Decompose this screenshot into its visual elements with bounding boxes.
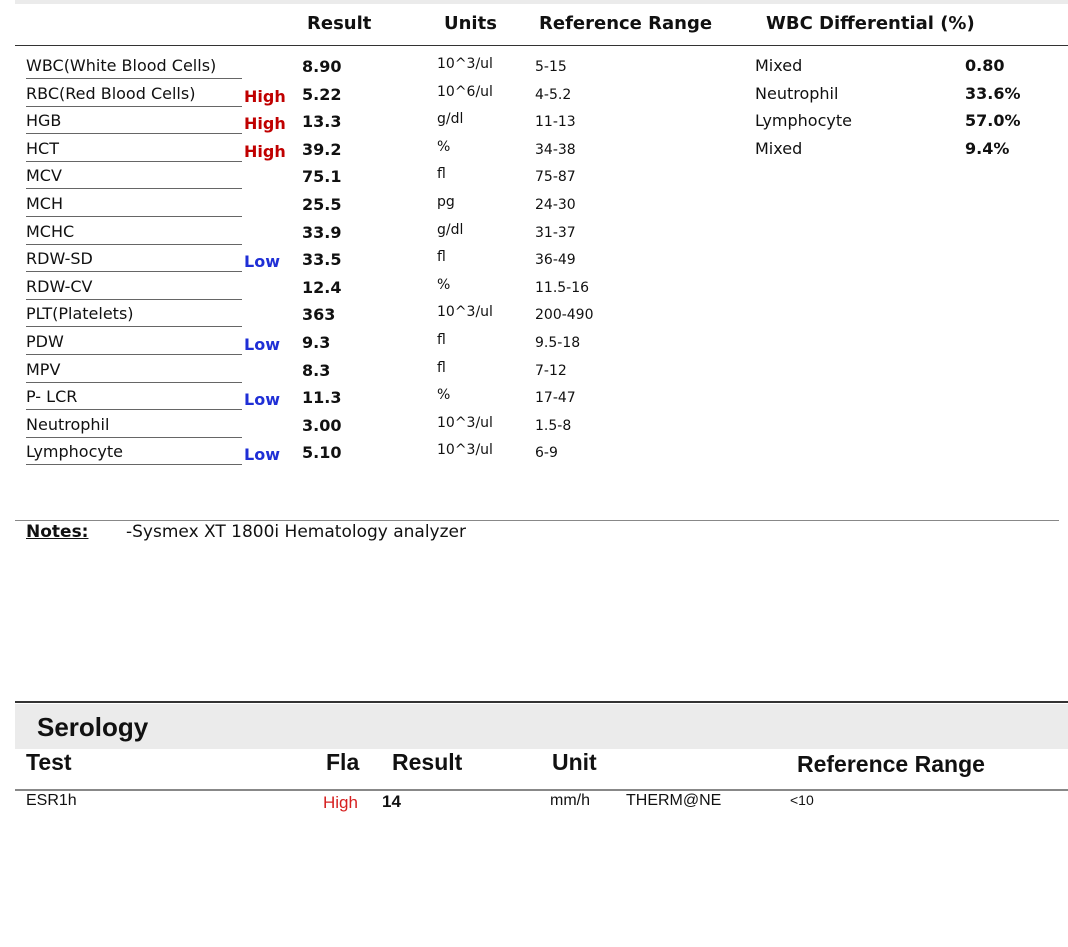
flag-label: Low (244, 390, 280, 410)
flag-label: High (244, 114, 286, 134)
flag-label: High (244, 141, 286, 161)
differential-value: 9.4% (965, 138, 1010, 158)
flag-label: Low (244, 252, 280, 272)
list-item (0, 81, 1068, 109)
serology-reference: <10 (790, 792, 814, 808)
result-value: 25.5 (302, 195, 342, 214)
result-value: 33.9 (302, 222, 342, 242)
test-name: HCT (26, 139, 242, 162)
result-header: Result (307, 13, 372, 34)
result-value: 363 (302, 305, 336, 325)
serology-header-rule (15, 789, 1068, 791)
test-name: RDW-CV (26, 277, 242, 300)
reference-range-value: 17-47 (535, 390, 576, 407)
reference-range-value: 4-5.2 (535, 86, 572, 103)
notes-divider (15, 520, 1059, 521)
unit-value: % (437, 276, 451, 293)
result-value: 75.1 (302, 167, 342, 187)
serology-reference-header: Reference Range (797, 751, 985, 777)
test-name: MPV (26, 360, 242, 383)
reference-range-header: Reference Range (539, 13, 713, 34)
unit-value: g/dl (437, 111, 464, 128)
test-name: MCV (26, 166, 242, 189)
unit-value: 10^3/ul (437, 414, 493, 431)
test-name: MCH (26, 194, 242, 217)
unit-value: g/dl (437, 221, 464, 238)
result-value: 5.22 (302, 84, 342, 104)
result-value: 39.2 (302, 139, 342, 159)
test-name: Neutrophil (26, 415, 242, 438)
table-row (0, 384, 1068, 412)
serology-result-header: Result (392, 749, 463, 775)
reference-range-value: 11.5-16 (535, 279, 590, 296)
unit-value: 10^3/ul (437, 304, 493, 321)
reference-range-value: 200-490 (535, 307, 594, 324)
reference-range-value: 1.5-8 (535, 417, 572, 434)
table-row (0, 357, 1068, 385)
reference-range-value: 6-9 (535, 445, 558, 462)
flag-label: High (244, 86, 286, 106)
test-name: PDW (26, 332, 242, 355)
unit-value: 10^3/ul (437, 56, 493, 72)
differential-label: Mixed (755, 138, 803, 158)
reference-range-value: 11-13 (535, 114, 576, 131)
table-row (0, 412, 1068, 440)
serology-result: 14 (382, 792, 401, 811)
differential-label: Neutrophil (755, 83, 839, 103)
serology-divider (15, 701, 1068, 703)
result-value: 5.10 (302, 443, 342, 463)
serology-unit-header: Unit (552, 749, 597, 775)
top-band (15, 0, 1068, 4)
table-row (0, 439, 1068, 467)
result-value: 3.00 (302, 415, 342, 435)
units-header: Units (444, 13, 497, 34)
test-name: P- LCR (26, 387, 242, 410)
unit-value: % (437, 387, 451, 404)
reference-range-value: 24-30 (535, 197, 576, 213)
table-row (0, 329, 1068, 357)
notes-label: Notes: (26, 522, 89, 542)
serology-test-name: ESR1h (26, 792, 77, 809)
differential-label: Lymphocyte (755, 111, 852, 131)
reference-range-value: 31-37 (535, 224, 576, 241)
unit-value: fl (437, 166, 446, 183)
table-row (0, 301, 1068, 329)
result-value: 8.3 (302, 360, 331, 380)
test-name: WBC(White Blood Cells) (26, 56, 242, 79)
table-row (0, 246, 1068, 274)
reference-range-value: 36-49 (535, 252, 576, 269)
unit-value: pg (437, 194, 455, 210)
differential-value: 33.6% (965, 83, 1021, 103)
list-item (0, 136, 1068, 164)
unit-value: fl (437, 249, 446, 266)
test-name: RDW-SD (26, 249, 242, 272)
table-row (0, 163, 1068, 191)
unit-value: % (437, 138, 451, 155)
serology-method: THERM@NE (626, 792, 722, 809)
serology-title: Serology (37, 712, 149, 742)
notes-text: -Sysmex XT 1800i Hematology analyzer (126, 522, 466, 542)
test-name: RBC(Red Blood Cells) (26, 84, 242, 107)
serology-flag-header: Fla (326, 749, 360, 775)
reference-range-value: 7-12 (535, 362, 567, 379)
flag-label: Low (244, 445, 280, 465)
result-value: 12.4 (302, 277, 342, 297)
serology-title-band (15, 704, 1068, 749)
result-value: 9.3 (302, 333, 331, 352)
reference-range-value: 5-15 (535, 59, 567, 75)
reference-range-value: 34-38 (535, 141, 576, 158)
wbc-differential-header: WBC Differential (%) (766, 13, 975, 34)
unit-value: fl (437, 332, 446, 348)
test-name: Lymphocyte (26, 442, 242, 465)
unit-value: 10^3/ul (437, 442, 493, 459)
differential-value: 0.80 (965, 56, 1005, 75)
unit-value: fl (437, 359, 446, 376)
table-row (0, 274, 1068, 302)
reference-range-value: 9.5-18 (535, 335, 581, 351)
unit-value: 10^6/ul (437, 83, 493, 100)
list-item (0, 108, 1068, 136)
differential-value: 57.0% (965, 111, 1021, 131)
serology-test-header: Test (26, 749, 72, 775)
header-rule (15, 45, 1068, 46)
test-name: HGB (26, 111, 242, 134)
flag-label: Low (244, 335, 280, 354)
test-name: PLT(Platelets) (26, 304, 242, 327)
result-value: 33.5 (302, 250, 342, 270)
reference-range-value: 75-87 (535, 169, 576, 186)
serology-unit: mm/h (550, 792, 590, 809)
result-value: 8.90 (302, 57, 342, 76)
list-item (0, 53, 1068, 81)
serology-flag: High (323, 793, 358, 812)
differential-label: Mixed (755, 56, 803, 75)
result-value: 11.3 (302, 388, 342, 408)
table-row (0, 191, 1068, 219)
table-row (0, 219, 1068, 247)
test-name: MCHC (26, 222, 242, 245)
result-value: 13.3 (302, 112, 342, 132)
